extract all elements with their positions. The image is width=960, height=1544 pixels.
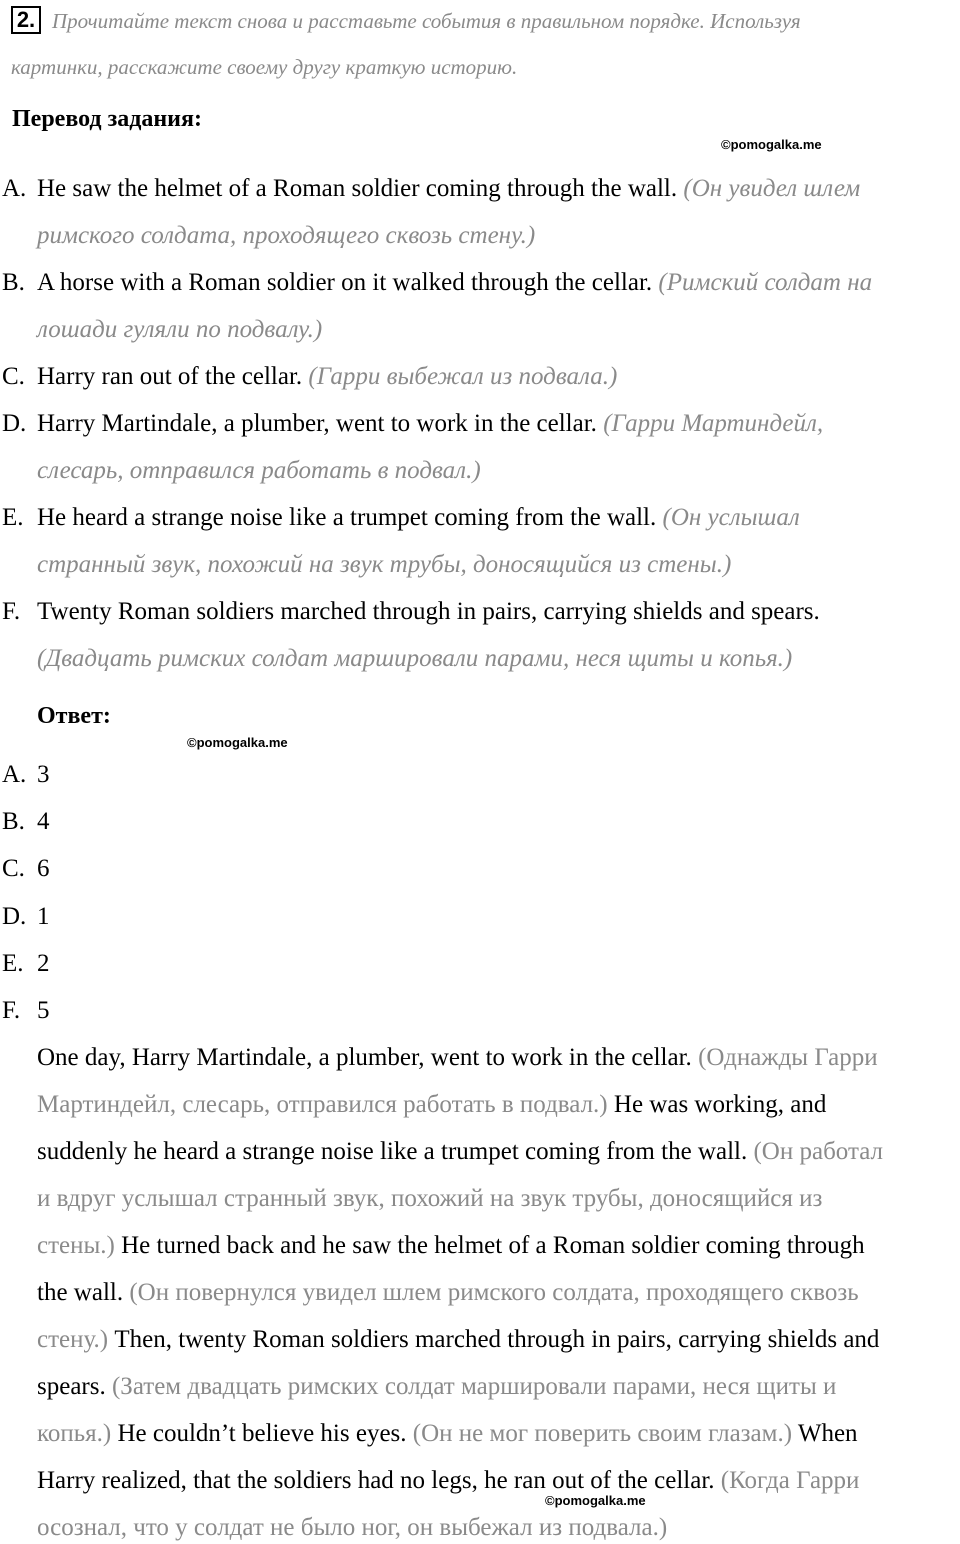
- item-f-letter: F.: [2, 598, 21, 625]
- story-russian: стену.): [37, 1326, 109, 1353]
- watermark: ©pomogalka.me: [545, 1493, 646, 1508]
- story-russian: (Он повернулся увидел шлем римского солдата, проходящего сквозь: [129, 1279, 859, 1306]
- story-english: Then, twenty Roman soldiers marched through in pairs, carrying shields and: [114, 1326, 880, 1353]
- story-russian: (Он не мог поверить своим глазам.): [412, 1420, 793, 1447]
- story-russian: копья.): [37, 1420, 112, 1447]
- story-english: When: [797, 1420, 858, 1447]
- story-russian: (Он работал: [753, 1138, 883, 1165]
- item-c-russian: (Гарри выбежал из подвала.): [308, 363, 618, 390]
- story-line-3: [37, 1137, 883, 1167]
- story-english: He was working, and: [613, 1091, 827, 1118]
- item-c-english: Harry ran out of the cellar.: [37, 363, 303, 390]
- item-e-russian-start: (Он услышал: [662, 504, 800, 531]
- task-instruction-line-1: Прочитайте текст снова и расставьте события в правильном порядке. Используя: [52, 9, 801, 33]
- story-line-8: [37, 1372, 836, 1402]
- answer-b-letter: B.: [2, 808, 25, 835]
- story-english: He turned back and he saw the helmet of a Roman soldier coming through: [121, 1232, 865, 1259]
- watermark: ©pomogalka.me: [721, 137, 822, 152]
- story-russian: Мартиндейл, слесарь, отправился работать в подвал.): [37, 1091, 608, 1118]
- story-english: Harry realized, that the soldiers had no legs, he ran out of the cellar.: [37, 1467, 715, 1494]
- item-d-russian-end: слесарь, отправился работать в подвал.): [37, 457, 481, 484]
- story-line-6: [37, 1278, 859, 1308]
- answer-f-value: 5: [37, 997, 50, 1024]
- answer-c-value: 6: [37, 855, 50, 882]
- item-e-english: He heard a strange noise like a trumpet coming from the wall.: [37, 504, 657, 531]
- item-b-line-1: [37, 268, 872, 298]
- item-d-english: Harry Martindale, a plumber, went to work in the cellar.: [37, 410, 597, 437]
- item-e-line-1: [37, 503, 800, 533]
- story-english: suddenly he heard a strange noise like a trumpet coming from the wall.: [37, 1138, 748, 1165]
- task-instruction-line-2: картинки, расскажите своему другу краткую историю.: [11, 55, 518, 79]
- item-f-english: Twenty Roman soldiers marched through in pairs, carrying shields and spears.: [37, 598, 820, 625]
- story-russian: (Затем двадцать римских солдат маршировали парами, неся щиты и: [111, 1373, 837, 1400]
- task-number: 2.: [11, 6, 41, 34]
- answer-e-value: 2: [37, 950, 50, 977]
- story-line-9: [37, 1419, 858, 1449]
- item-b-russian-end: лошади гуляли по подвалу.): [37, 316, 323, 343]
- story-russian: (Когда Гарри: [720, 1467, 860, 1494]
- item-e-russian-end: странный звук, похожий на звук трубы, доносящийся из стены.): [37, 551, 732, 578]
- item-c-line-1: [37, 362, 617, 392]
- answer-a-value: 3: [37, 761, 50, 788]
- answer-e-letter: E.: [2, 950, 24, 977]
- story-english: One day, Harry Martindale, a plumber, went to work in the cellar.: [37, 1044, 692, 1071]
- item-d-line-1: [37, 409, 823, 439]
- item-a-letter: A.: [2, 175, 27, 202]
- answer-c-letter: C.: [2, 855, 25, 882]
- answer-d-value: 1: [37, 903, 50, 930]
- item-b-english: A horse with a Roman soldier on it walked through the cellar.: [37, 269, 653, 296]
- story-line-4: и вдруг услышал странный звук, похожий на звук трубы, доносящийся из: [37, 1185, 823, 1212]
- item-a-russian-end: римского солдата, проходящего сквозь стену.): [37, 222, 536, 249]
- story-line-7: [37, 1325, 879, 1355]
- item-f-russian: (Двадцать римских солдат маршировали парами, неся щиты и копья.): [37, 645, 793, 672]
- story-line-10: [37, 1466, 859, 1496]
- item-a-english: He saw the helmet of a Roman soldier coming through the wall.: [37, 175, 678, 202]
- item-b-russian-start: (Римский солдат на: [658, 269, 873, 296]
- story-line-11: осознал, что у солдат не было ног, он выбежал из подвала.): [37, 1514, 668, 1541]
- item-d-russian-start: (Гарри Мартиндейл,: [603, 410, 824, 437]
- story-english: He couldn’t believe his eyes.: [117, 1420, 407, 1447]
- story-line-2: [37, 1090, 826, 1120]
- item-d-letter: D.: [2, 410, 27, 437]
- answer-b-value: 4: [37, 808, 50, 835]
- answer-f-letter: F.: [2, 997, 21, 1024]
- story-russian: стены.): [37, 1232, 115, 1259]
- item-e-letter: E.: [2, 504, 24, 531]
- story-english: the wall.: [37, 1279, 124, 1306]
- item-b-letter: B.: [2, 269, 25, 296]
- answer-heading: Ответ:: [37, 703, 111, 729]
- item-a-russian-start: (Он увидел шлем: [683, 175, 861, 202]
- answer-a-letter: A.: [2, 761, 27, 788]
- story-russian: (Однажды Гарри: [698, 1044, 878, 1071]
- item-c-letter: C.: [2, 363, 25, 390]
- story-english: spears.: [37, 1373, 106, 1400]
- answer-d-letter: D.: [2, 903, 27, 930]
- story-line-5: [37, 1231, 865, 1261]
- item-a-line-1: [37, 174, 860, 204]
- story-line-1: [37, 1043, 878, 1073]
- translation-heading: Перевод задания:: [12, 106, 202, 132]
- watermark: ©pomogalka.me: [187, 735, 288, 750]
